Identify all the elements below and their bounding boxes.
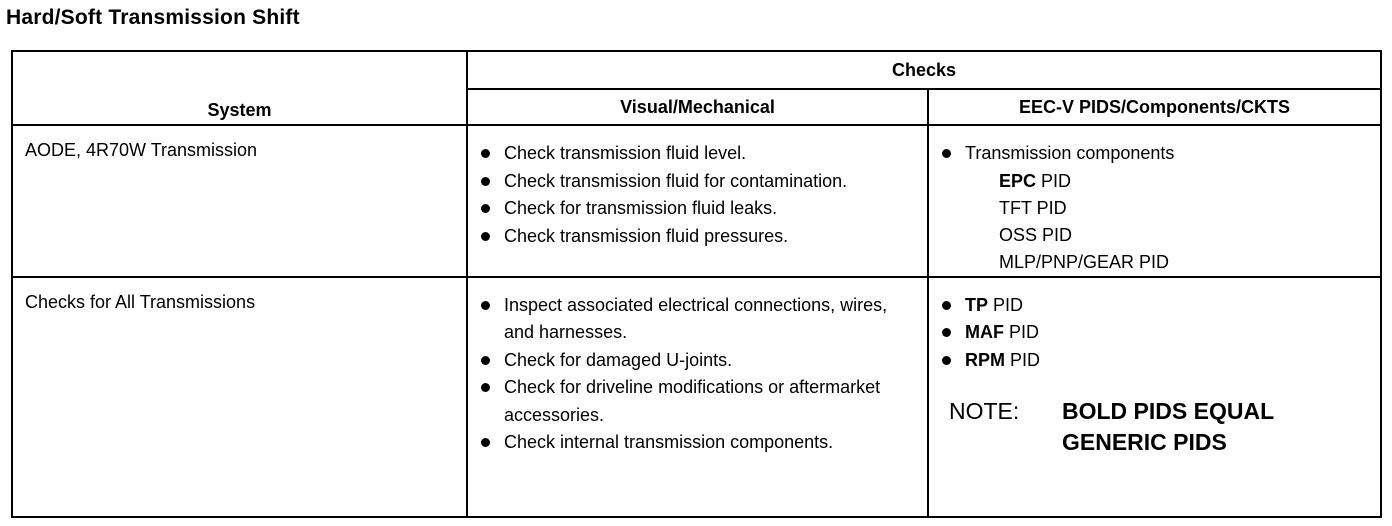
pid-item: TFT PID bbox=[999, 197, 1067, 218]
pid-item: MLP/PNP/GEAR PID bbox=[999, 251, 1170, 272]
list-item: MAF PID bbox=[941, 319, 1372, 347]
table-row bbox=[12, 125, 1381, 277]
list-item: Check transmission fluid pressures. bbox=[480, 223, 919, 251]
note-label: NOTE: bbox=[949, 398, 1020, 424]
pid-sublist bbox=[929, 168, 1380, 276]
list-item: Check transmission fluid for contamination. bbox=[480, 168, 919, 196]
header-checks: Checks bbox=[467, 51, 1381, 89]
system-cell: AODE, 4R70W Transmission bbox=[12, 125, 467, 277]
list-item: Check internal transmission components. bbox=[480, 429, 919, 457]
list-item: Check for damaged U-joints. bbox=[480, 347, 919, 375]
note-block bbox=[949, 396, 1380, 458]
system-cell: Checks for All Transmissions bbox=[12, 277, 467, 518]
header-visual-mechanical: Visual/Mechanical bbox=[467, 89, 928, 125]
header-system: System bbox=[12, 51, 467, 125]
note-line: BOLD PIDS EQUAL bbox=[1062, 398, 1275, 424]
pid-item: EPC PID bbox=[999, 170, 1072, 191]
page-title: Hard/Soft Transmission Shift bbox=[6, 6, 300, 29]
note-text bbox=[1062, 396, 1274, 458]
note-line: GENERIC PIDS bbox=[1062, 429, 1227, 455]
table-row bbox=[12, 277, 1381, 518]
list-item: Inspect associated electrical connections, wires, and harnesses. bbox=[480, 292, 919, 347]
header-eec-v: EEC-V PIDS/Components/CKTS bbox=[928, 89, 1381, 125]
eec-cell bbox=[928, 125, 1381, 277]
list-item: Check for transmission fluid leaks. bbox=[480, 195, 919, 223]
pid-item: OSS PID bbox=[999, 224, 1073, 245]
list-item: Check for driveline modifications or aftermarket accessories. bbox=[480, 374, 919, 429]
list-item: Check transmission fluid level. bbox=[480, 140, 919, 168]
list-item: Transmission components bbox=[941, 140, 1372, 168]
checks-table bbox=[11, 50, 1382, 518]
list-item: RPM PID bbox=[941, 347, 1372, 375]
visual-cell bbox=[467, 125, 928, 277]
eec-cell bbox=[928, 277, 1381, 518]
visual-cell bbox=[467, 277, 928, 518]
list-item: TP PID bbox=[941, 292, 1372, 320]
